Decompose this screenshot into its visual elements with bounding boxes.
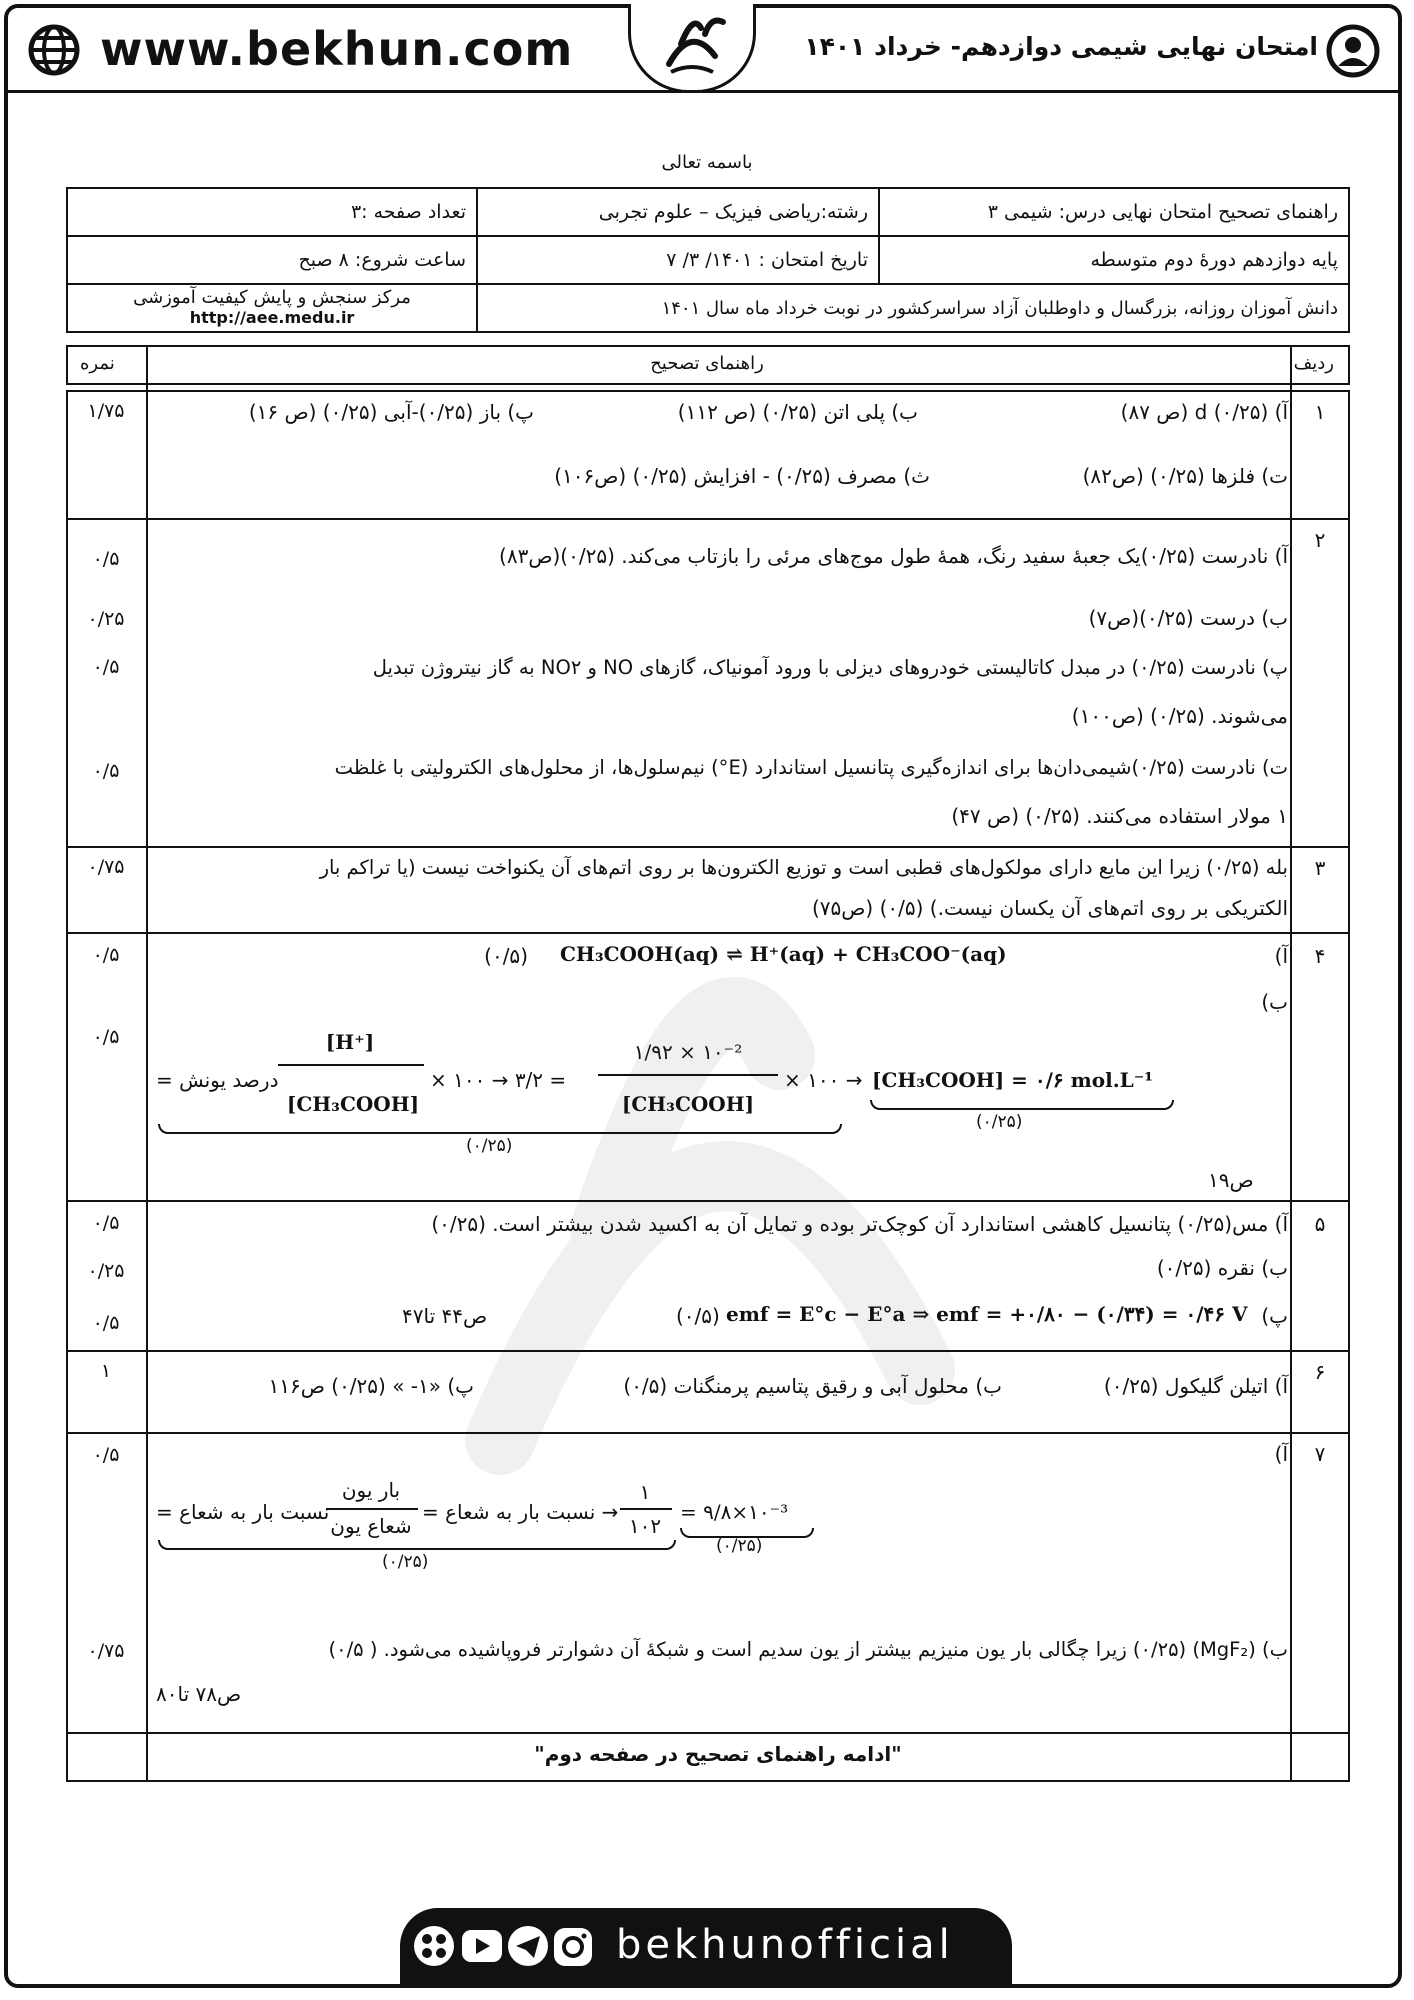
q4-a-label: آ): [1274, 944, 1288, 968]
q4-acid: [CH₃COOH]: [286, 1092, 420, 1116]
question-score: ۰/۵: [92, 944, 120, 966]
row-divider: [66, 1350, 1350, 1352]
q2-p2: می‌شوند. (۰/۲۵) (ص۱۰۰): [1071, 704, 1288, 728]
q2-t2: ۱ مولار استفاده می‌کنند. (۰/۲۵) (ص ۴۷): [951, 804, 1288, 828]
footer-bar: [400, 1908, 1012, 1984]
underbrace: [870, 1100, 1174, 1110]
q6-a: آ) اتیلن گلیکول (۰/۲۵): [1103, 1374, 1288, 1398]
q4-h: [H⁺]: [325, 1030, 375, 1054]
info-pages: تعداد صفحه :۳: [67, 188, 477, 236]
row-column-divider: [1290, 345, 1292, 1782]
q5-b: ب) نقره (۰/۲۵): [1156, 1256, 1288, 1280]
q7-b-line2: ص۷۸ تا۸۰: [156, 1682, 242, 1706]
q5-p-page: ص۴۴ تا۴۷: [402, 1304, 488, 1328]
info-website[interactable]: http://aee.medu.ir: [189, 308, 355, 327]
q5-a: آ) مس(۰/۲۵) پتانسیل کاهشی استاندارد آن کوچک‌تر بوده و تمایل آن به اکسید شدن بیشتر است. (۰/۲۵): [431, 1212, 1288, 1236]
q4-page: ص۱۹: [1208, 1168, 1254, 1192]
question-score: ۱: [100, 1360, 112, 1382]
q4-times2: × ۱۰۰ →: [784, 1068, 863, 1092]
q4-brace1: (۰/۲۵): [466, 1136, 513, 1156]
question-score: ۰/۲۵: [87, 1260, 125, 1282]
q4-percent: درصد یونش =: [156, 1068, 279, 1092]
info-field: رشته:ریاضی فیزیک – علوم تجربی: [477, 188, 879, 236]
globe-icon: [28, 24, 80, 76]
q7-b-line1: ب) (MgF₂) (۰/۲۵) زیرا چگالی بار یون منیزیم بیشتر از یون سدیم است و شبکهٔ آن دشوارتر فروپاشیده می‌شود. ( ۰/۵): [328, 1638, 1288, 1661]
row-divider: [66, 1432, 1350, 1434]
aparat-icon[interactable]: [414, 1926, 454, 1966]
q1-t: ت) فلزها (۰/۲۵) (ص۸۲): [1082, 464, 1288, 488]
q7-a-label: آ): [1274, 1442, 1288, 1466]
fraction-bar: [598, 1074, 778, 1076]
q7-val: = ۹/۸×۱۰⁻³: [680, 1500, 789, 1524]
question-number: ۴: [1314, 944, 1326, 968]
info-date: تاریخ امتحان : ۱۴۰۱/ ۳/ ۷: [477, 236, 879, 284]
q4-b-label: ب): [1261, 990, 1288, 1014]
q1-p: پ) باز (۰/۲۵)-آبی (۰/۲۵) (ص ۱۶): [248, 400, 534, 424]
q7-arrow: → نسبت بار به شعاع =: [422, 1500, 619, 1524]
info-course: راهنمای تصحیح امتحان نهایی درس: شیمی ۳: [879, 188, 1349, 236]
continue-note: "ادامه راهنمای تصحیح در صفحه دوم": [534, 1742, 902, 1766]
underbrace: [158, 1124, 842, 1134]
q3-line2: الکتریکی بر روی اتم‌های آن یکسان نیست.) (۰/۵) (ص۷۵): [811, 896, 1288, 920]
question-score: ۰/۵: [92, 548, 120, 570]
question-score: ۰/۲۵: [87, 608, 125, 630]
question-score: ۰/۵: [92, 1212, 120, 1234]
telegram-icon[interactable]: [508, 1926, 548, 1966]
q7-brace1: (۰/۲۵): [382, 1552, 429, 1572]
question-number: ۶: [1314, 1360, 1326, 1384]
q4-eq-score: (۰/۵): [484, 944, 528, 968]
q5-p-eq: emf = E°c − E°a ⇒ emf = +۰/۸۰ − (۰/۳۴) = ۰/۴۶ V: [726, 1302, 1248, 1326]
col-row: ردیف: [1293, 353, 1334, 374]
question-score: ۰/۵: [92, 1312, 120, 1334]
question-score: ۰/۵: [92, 1444, 120, 1466]
youtube-icon[interactable]: [462, 1930, 502, 1962]
question-score: ۰/۵: [92, 656, 120, 678]
q2-a: آ) نادرست (۰/۲۵)یک جعبهٔ سفید رنگ، همهٔ طول موج‌های مرئی را بازتاب می‌کند. (۰/۲۵)(ص۸۳): [499, 544, 1288, 568]
q5-p-label: پ): [1261, 1304, 1288, 1328]
user-icon: [1326, 24, 1380, 78]
info-start: ساعت شروع: ۸ صبح: [67, 236, 477, 284]
q1-b: ب) پلی اتن (۰/۲۵) (ص ۱۱۲): [677, 400, 918, 424]
q4-result: [CH₃COOH] = ۰/۶ mol.L⁻¹: [872, 1068, 1154, 1092]
question-number: ۱: [1314, 400, 1326, 424]
q3-line1: بله (۰/۲۵) زیرا این مایع دارای مولکول‌های قطبی است و توزیع الکترون‌ها بر روی اتم‌های آن یکنواخت نیست (یا تراکم بار: [319, 856, 1288, 879]
q7-charge: بار یون: [341, 1478, 401, 1502]
score-column-divider: [146, 345, 148, 1782]
q4-acid2: [CH₃COOH]: [621, 1092, 755, 1116]
info-grade: پایه دوازدهم دورهٔ دوم متوسطه: [879, 236, 1349, 284]
q6-b: ب) محلول آبی و رقیق پتاسیم پرمنگنات (۰/۵): [623, 1374, 1002, 1398]
question-score: ۰/۵: [92, 760, 120, 782]
q7-r102: ۱۰۲: [628, 1514, 662, 1538]
question-score: ۰/۷۵: [87, 856, 125, 878]
question-number: ۲: [1314, 528, 1326, 552]
q4-times: × ۱۰۰ → ۳/۲ =: [430, 1068, 567, 1092]
q4-brace2: (۰/۲۵): [976, 1112, 1023, 1132]
q2-p1: پ) نادرست (۰/۲۵) در مبدل کاتالیستی خودروهای دیزلی با ورود آمونیاک، گازهای NO و NO۲ به گاز نیتروژن تبدیل: [372, 656, 1288, 679]
q2-b: ب) درست (۰/۲۵)(ص۷): [1088, 606, 1288, 630]
site-url[interactable]: www.bekhun.com: [100, 22, 574, 76]
q7-ratio: نسبت بار به شعاع =: [156, 1500, 330, 1524]
q2-t1: ت) نادرست (۰/۲۵)شیمی‌دان‌ها برای اندازه‌گیری پتانسیل استاندارد (E°) نیم‌سلول‌ها، از محلول‌های الکترولیتی با غلظت: [334, 756, 1288, 779]
question-number: ۷: [1314, 1442, 1326, 1466]
q4-equation: CH₃COOH(aq) ⇌ H⁺(aq) + CH₃COO⁻(aq): [560, 942, 1007, 966]
info-students: دانش آموزان روزانه، بزرگسال و داوطلبان آزاد سراسرکشور در نوبت خرداد ماه سال ۱۴۰۱: [477, 284, 1349, 332]
question-number: ۵: [1314, 1212, 1326, 1236]
row-divider: [66, 1732, 1350, 1734]
question-number: ۳: [1314, 856, 1326, 880]
fraction-bar: [326, 1508, 418, 1510]
row-divider: [66, 846, 1350, 848]
question-score: ۰/۷۵: [87, 1640, 125, 1662]
bismillah: باسمه تعالی: [661, 152, 753, 173]
q7-radius: شعاع یون: [330, 1514, 412, 1538]
col-guide: راهنمای تصحیح: [650, 353, 764, 374]
fraction-bar: [620, 1508, 672, 1510]
exam-info-table: [66, 187, 1350, 333]
question-score: ۱/۷۵: [87, 400, 125, 422]
footer-handle[interactable]: bekhunofficial: [616, 1922, 954, 1968]
info-center: مرکز سنجش و پایش کیفیت آموزشی: [133, 287, 411, 308]
q7-one: ۱: [639, 1480, 651, 1504]
col-score: نمره: [80, 353, 115, 374]
q5-p-score: (۰/۵): [676, 1304, 720, 1328]
row-divider: [66, 518, 1350, 520]
fraction-bar: [278, 1064, 424, 1066]
q4-numval: ۱/۹۲ × ۱۰⁻²: [633, 1040, 743, 1064]
row-divider: [66, 1200, 1350, 1202]
instagram-icon[interactable]: [554, 1928, 592, 1966]
q6-p: پ) «۱- » (۰/۲۵) ص۱۱۶: [268, 1374, 474, 1398]
q1-s: ث) مصرف (۰/۲۵) - افزایش (۰/۲۵) (ص۱۰۶): [554, 464, 930, 488]
q7-brace2: (۰/۲۵): [716, 1536, 763, 1556]
bekhun-logo: [628, 4, 756, 93]
row-divider: [66, 932, 1350, 934]
underbrace: [158, 1540, 676, 1550]
q1-a: آ) d (۰/۲۵) (ص ۸۷): [1120, 400, 1288, 424]
question-score: ۰/۵: [92, 1026, 120, 1048]
exam-title: امتحان نهایی شیمی دوازدهم- خرداد ۱۴۰۱: [804, 32, 1318, 61]
